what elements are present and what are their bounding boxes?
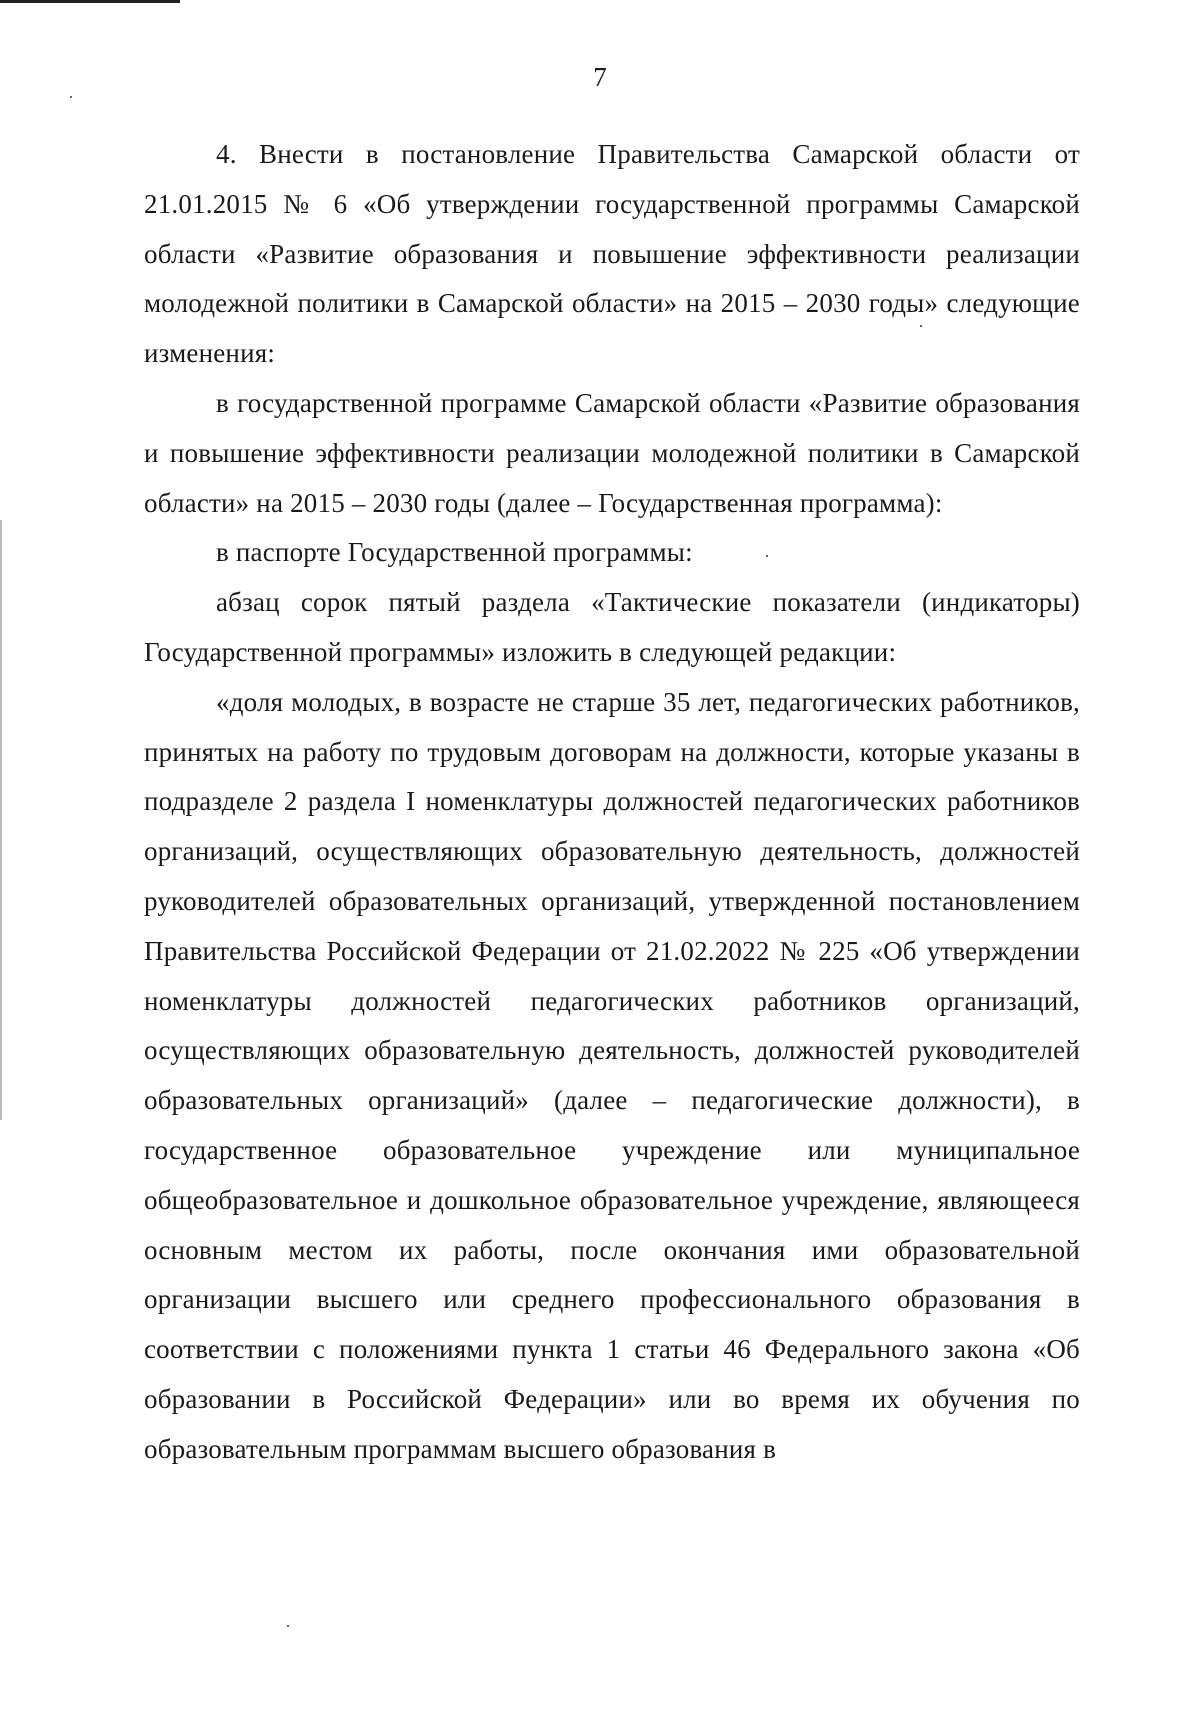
paragraph-program-definition: в государственной программе Самарской области «Развитие образования и повышение эффективности реализации молодежной политики в Самарской области» на 2015 – 2030 годы (далее – Государственная программа): <box>144 387 1080 518</box>
paragraph-indicator-text: «доля молодых, в возрасте не старше 35 лет, педагогических работников, принятых на работу по трудовым договорам на должности, которые указаны в подразделе 2 раздела I номенклатуры должностей педагогических работников организаций, осуществляющих образовательную деятельность, должностей руководителей образовательных организаций, утвержденной постановлением Правительства Российской Федерации от 21.02.2022 № 225 «Об утверждении номенклатуры должностей педагогических работников организаций, осуществляющих образовательную деятельность, должностей руководителей образовательных организаций» (далее – педагогические должности), в государственное образовательное учреждение или муниципальное общеобразовательное и дошкольное образовательное учреждение, являющееся основным местом их работы, после окончания ими образовательной организации высшего или среднего профессионального образования в соответствии с положениями пункта 1 статьи 46 Федерального закона «Об образовании в Российской Федерации» или во время их обучения по образовательным программам высшего образования в <box>144 686 1080 1464</box>
scan-edge-mark <box>0 0 180 3</box>
paragraph-indicators-section: абзац сорок пятый раздела «Тактические показатели (индикаторы) Государственной программы» изложить в следующей редакции: <box>144 587 1080 667</box>
scan-speck <box>287 1625 289 1627</box>
scan-speck <box>70 96 72 98</box>
paragraph-passport: в паспорте Государственной программы: <box>216 537 693 568</box>
scan-speck <box>920 325 922 327</box>
paragraph-amendment-intro: 4. Внести в постановление Правительства Самарской области от 21.01.2015 № 6 «Об утверждении государственной программы Самарской области «Развитие образования и повышение эффективности реализации молодежной политики в Самарской области» на 2015 – 2030 годы» следующие изменения: <box>144 139 1080 369</box>
scan-speck <box>766 555 768 557</box>
page-number: 7 <box>593 62 607 92</box>
document-body <box>144 130 1080 1475</box>
scan-edge-shadow <box>0 520 2 1120</box>
